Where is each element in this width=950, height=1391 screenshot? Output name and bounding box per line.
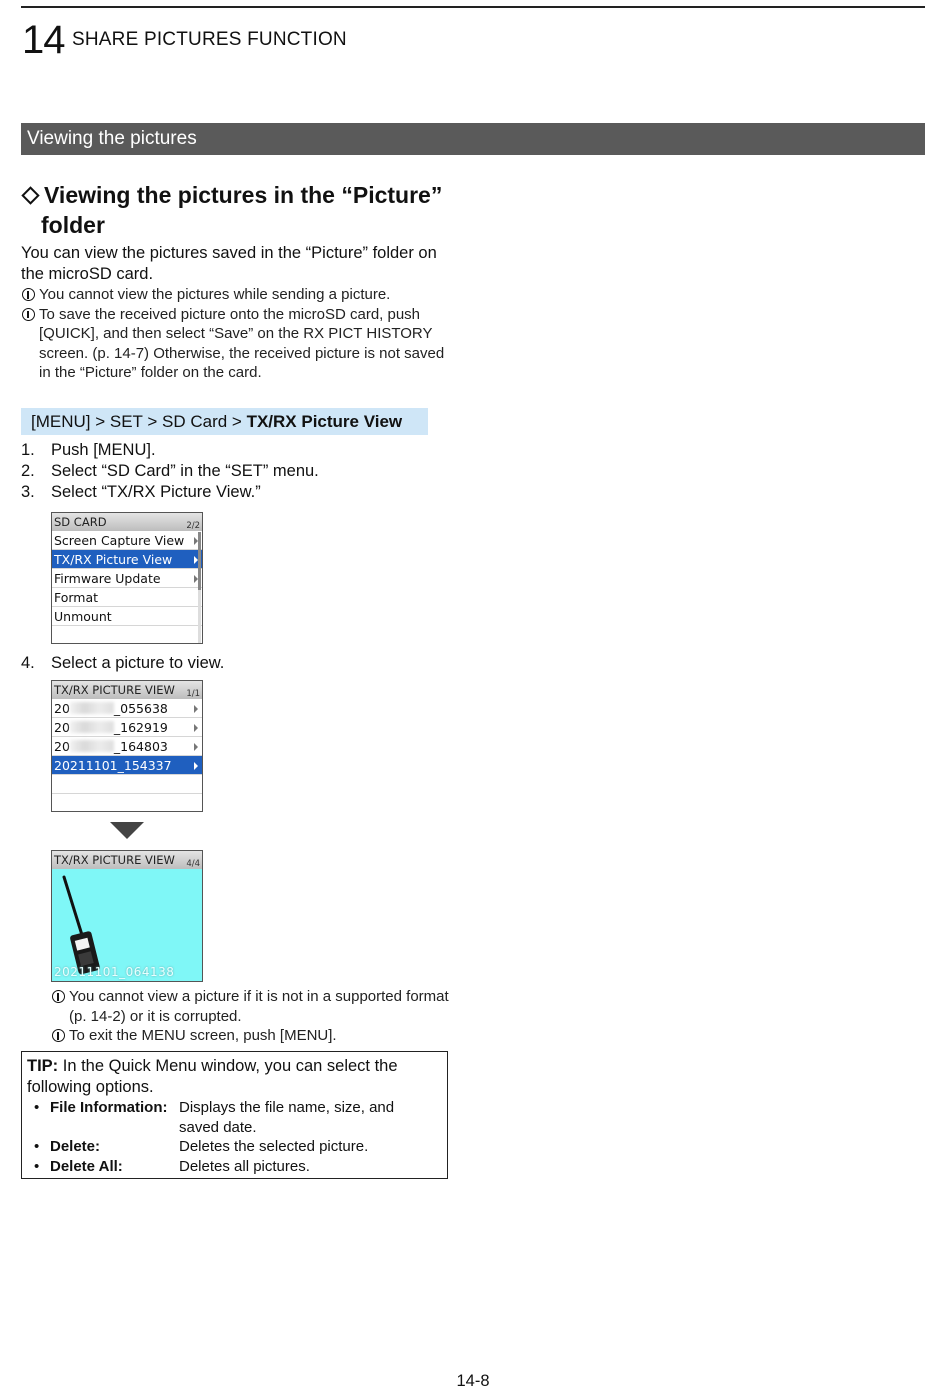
section-title: Viewing the pictures bbox=[21, 123, 925, 155]
redacted-date bbox=[70, 721, 114, 733]
tip-option: • Delete All: Deletes all pictures. bbox=[34, 1157, 310, 1175]
subsection-title-line1: Viewing the pictures in the “Picture” bbox=[44, 182, 443, 208]
step-item: 2. Select “SD Card” in the “SET” menu. bbox=[21, 462, 319, 480]
menu-item-unmount[interactable]: Unmount bbox=[52, 607, 202, 626]
intro-paragraph: You can view the pictures saved in the “Picture” folder on the microSD card. bbox=[21, 244, 437, 283]
chevron-right-icon bbox=[194, 724, 198, 732]
arrow-down-icon bbox=[110, 822, 144, 839]
info-icon bbox=[22, 308, 35, 321]
step-item: 3. Select “TX/RX Picture View.” bbox=[21, 483, 261, 501]
subsection-title-line2: folder bbox=[41, 212, 105, 238]
picture-list-item[interactable]: 20 _162919 bbox=[52, 718, 202, 737]
picture-display bbox=[52, 869, 202, 981]
chevron-right-icon bbox=[194, 743, 198, 751]
sd-card-screen bbox=[51, 512, 203, 644]
menu-path: [MENU] > SET > SD Card > TX/RX Picture View bbox=[21, 408, 428, 435]
menu-item-txrx-picture-view[interactable]: TX/RX Picture View bbox=[52, 550, 202, 569]
page-number: 14-8 bbox=[456, 1372, 490, 1390]
note-item: To save the received picture onto the microSD card, push [QUICK], and then select “Save” on the RX PICT HISTORY screen. (p. 14-7) Otherwise, the received picture is not saved in the “Picture” folder on the card. bbox=[21, 305, 451, 383]
after-notes bbox=[51, 987, 451, 1046]
step-item: 4. Select a picture to view. bbox=[21, 654, 225, 672]
screen-title: TX/RX PICTURE VIEW 4/4 bbox=[54, 853, 200, 869]
menu-item-firmware-update[interactable]: Firmware Update bbox=[52, 569, 202, 588]
menu-item-format[interactable]: Format bbox=[52, 588, 202, 607]
redacted-date bbox=[70, 740, 114, 752]
screen-title: TX/RX PICTURE VIEW 1/1 bbox=[54, 683, 200, 699]
picture-list-item[interactable]: 20 _164803 bbox=[52, 737, 202, 756]
info-icon bbox=[22, 288, 35, 301]
note-item: You cannot view a picture if it is not in a supported format (p. 14-2) or it is corrupted. bbox=[51, 987, 451, 1026]
picture-list-screen bbox=[51, 680, 203, 812]
intro-block bbox=[21, 243, 451, 383]
subsection-heading bbox=[21, 180, 451, 240]
screen-title: SD CARD 2/2 bbox=[54, 515, 200, 531]
picture-list-item-selected[interactable]: 20211101_154337 bbox=[52, 756, 202, 775]
tip-box bbox=[21, 1051, 448, 1179]
tip-text: TIP: In the Quick Menu window, you can select the following options. bbox=[27, 1057, 398, 1096]
tip-option: • File Information: Displays the file name, size, and saved date. bbox=[34, 1099, 395, 1136]
diamond-icon bbox=[21, 186, 39, 204]
menu-path-target: TX/RX Picture View bbox=[246, 412, 403, 431]
steps-list bbox=[21, 440, 451, 503]
scroll-thumb[interactable] bbox=[198, 532, 201, 590]
info-icon bbox=[52, 1029, 65, 1042]
step-item: 1. Push [MENU]. bbox=[21, 441, 156, 459]
chapter-number: 14 bbox=[22, 18, 65, 62]
note-item: You cannot view the pictures while sending a picture. bbox=[21, 285, 451, 305]
note-item: To exit the MENU screen, push [MENU]. bbox=[51, 1026, 451, 1046]
info-icon bbox=[52, 990, 65, 1003]
chevron-right-icon bbox=[194, 762, 198, 770]
picture-list-item[interactable]: 20 _055638 bbox=[52, 699, 202, 718]
chevron-right-icon bbox=[194, 705, 198, 713]
header-rule bbox=[21, 6, 925, 8]
menu-item-screen-capture-view[interactable]: Screen Capture View bbox=[52, 531, 202, 550]
chapter-title: SHARE PICTURES FUNCTION bbox=[72, 29, 347, 50]
redacted-date bbox=[70, 702, 114, 714]
picture-caption: 20211101_064138 bbox=[54, 965, 175, 979]
picture-view-screen bbox=[51, 850, 203, 982]
tip-option: • Delete: Deletes the selected picture. bbox=[34, 1138, 369, 1155]
